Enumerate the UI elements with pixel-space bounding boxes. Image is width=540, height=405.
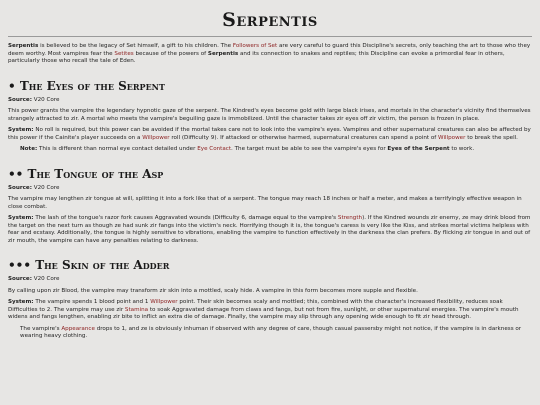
source-line xyxy=(8,185,532,192)
system-text: point. Their skin becomes scaly and mottled; this, combined with the character's increased flexibility, reduces soak Difficulties to 2. The vampire may use zir xyxy=(8,299,503,313)
system-text: to soak Aggravated damage from claws and fangs, but not from fire, sunlight, or other supernatural energies. The vampire's mouth widens and fangs lengthen, enabling zir bite to inflict an extra die of damage. Finally, the vampire may slip through any opening wide enough to fit zir head through. xyxy=(8,306,519,321)
intro-text: is believed to be the legacy of Set himself, a gift to his children. The xyxy=(38,43,233,50)
appearance-paragraph xyxy=(8,326,532,341)
link-appearance[interactable]: Appearance xyxy=(61,325,95,332)
source-value: V20 Core xyxy=(31,276,60,283)
source-line xyxy=(8,97,532,104)
source-label: Source: xyxy=(8,276,32,283)
description: By calling upon zir Blood, the vampire may transform zir skin into a mottled, scaly hide. A vampire in this form becomes more supple and flexible. xyxy=(8,287,418,294)
note-bold-term: Eyes of the Serpent xyxy=(387,146,450,153)
link-stamina[interactable]: Stamina xyxy=(124,306,149,313)
intro-paragraph xyxy=(8,43,532,65)
system-text: The lash of the tongue's razor fork causes Aggravated wounds (Difficulty 6, damage equal to the vampire's xyxy=(33,215,338,222)
description: This power grants the vampire the legendary hypnotic gaze of the serpent. The Kindred's eyes become gold with large black irises, and mortals in the character's vicinity find themselves strangely attracted to zir. A mortal who meets the vampire's beguiling gaze is immobilized. Until the character takes zir eyes off zir victim, the person is frozen in place. xyxy=(8,108,531,122)
intro-term: Serpentis xyxy=(8,43,39,50)
system-text: No roll is required, but this power can be avoided if the mortal takes care not to look into the vampire's eyes. Vampires and other supernatural creatures can also be affected by this power if the Cainite's player succeeds on a xyxy=(8,127,531,141)
system-paragraph xyxy=(8,127,532,142)
source-value: V20 Core xyxy=(31,184,60,191)
system-label: System: xyxy=(8,127,34,134)
source-value: V20 Core xyxy=(31,96,60,103)
note-label: Note: xyxy=(20,146,38,153)
intro-text: are very careful to guard this Discipline's secrets, only teaching the art to those who they deem worthy. Most vampires fear the xyxy=(8,43,531,57)
intro-term: Serpentis xyxy=(207,50,239,57)
note-text: This is different than normal eye contact detailed under xyxy=(37,146,198,153)
system-paragraph xyxy=(8,299,532,321)
link-strength[interactable]: Strength xyxy=(337,215,363,222)
source-label: Source: xyxy=(8,96,32,103)
paragraph-text: The vampire's xyxy=(20,325,62,332)
title-divider xyxy=(8,36,532,37)
note-text: . The target must be able to see the vampire's eyes for xyxy=(231,146,388,153)
paragraph-text: drops to 1, and ze is obviously inhuman if observed with any degree of care, though casual passersby might not notice, if the vampire is in darkness or wearing heavy clothing. xyxy=(20,325,522,340)
link-willpower[interactable]: Willpower xyxy=(438,134,466,141)
system-text: The vampire spends 1 blood point and 1 xyxy=(33,299,151,306)
note-text: to work. xyxy=(449,146,475,153)
description: The vampire may lengthen zir tongue at will, splitting it into a fork like that of a serpent. The tongue may reach 18 inches or half a meter, and makes a terrifyingly effective weapon in close combat. xyxy=(8,196,522,210)
section-heading-tongue-of-the-asp: •• The Tongue of the Asp xyxy=(8,166,164,181)
link-setites[interactable]: Setites xyxy=(114,50,134,57)
system-text: to break the spell. xyxy=(465,134,518,141)
section-heading-eyes-of-the-serpent: • The Eyes of the Serpent xyxy=(8,78,165,93)
intro-text: and its connection to snakes and reptiles; this Discipline can evoke a primordial fear in others, particularly those who recall the tale of Eden. xyxy=(8,50,505,65)
system-paragraph xyxy=(8,215,532,245)
page-title: Serpentis xyxy=(222,9,318,31)
note-paragraph xyxy=(8,146,532,153)
section-heading-skin-of-the-adder: ••• The Skin of the Adder xyxy=(8,258,170,273)
link-eye-contact[interactable]: Eye Contact xyxy=(197,146,232,153)
system-text: ). If the Kindred wounds zir enemy, ze may drink blood from the target on the next turn as though ze had sunk zir fangs into the victim's neck. Horrifying though it is, the tongue's caress is very like the Kiss, and strikes mortal victims helpless with fear and ecstasy. Additionally, the tongue is highly sensitive to vibrations, enabling the vampire to function effectively in the darkness the clan prefers. By flicking zir tongue in and out of zir mouth, the vampire can have any penalties relating to darkness. xyxy=(8,215,531,244)
link-willpower[interactable]: Willpower xyxy=(150,299,178,306)
system-label: System: xyxy=(8,215,34,222)
source-line xyxy=(8,276,532,283)
link-willpower[interactable]: Willpower xyxy=(142,134,170,141)
system-text: roll (Difficulty 9). If attacked or otherwise harmed, supernatural creatures can spend a point of xyxy=(169,134,439,141)
source-label: Source: xyxy=(8,184,32,191)
system-label: System: xyxy=(8,299,34,306)
link-followers-of-set[interactable]: Followers of Set xyxy=(232,43,278,50)
intro-text: because of the powers of xyxy=(133,50,208,57)
